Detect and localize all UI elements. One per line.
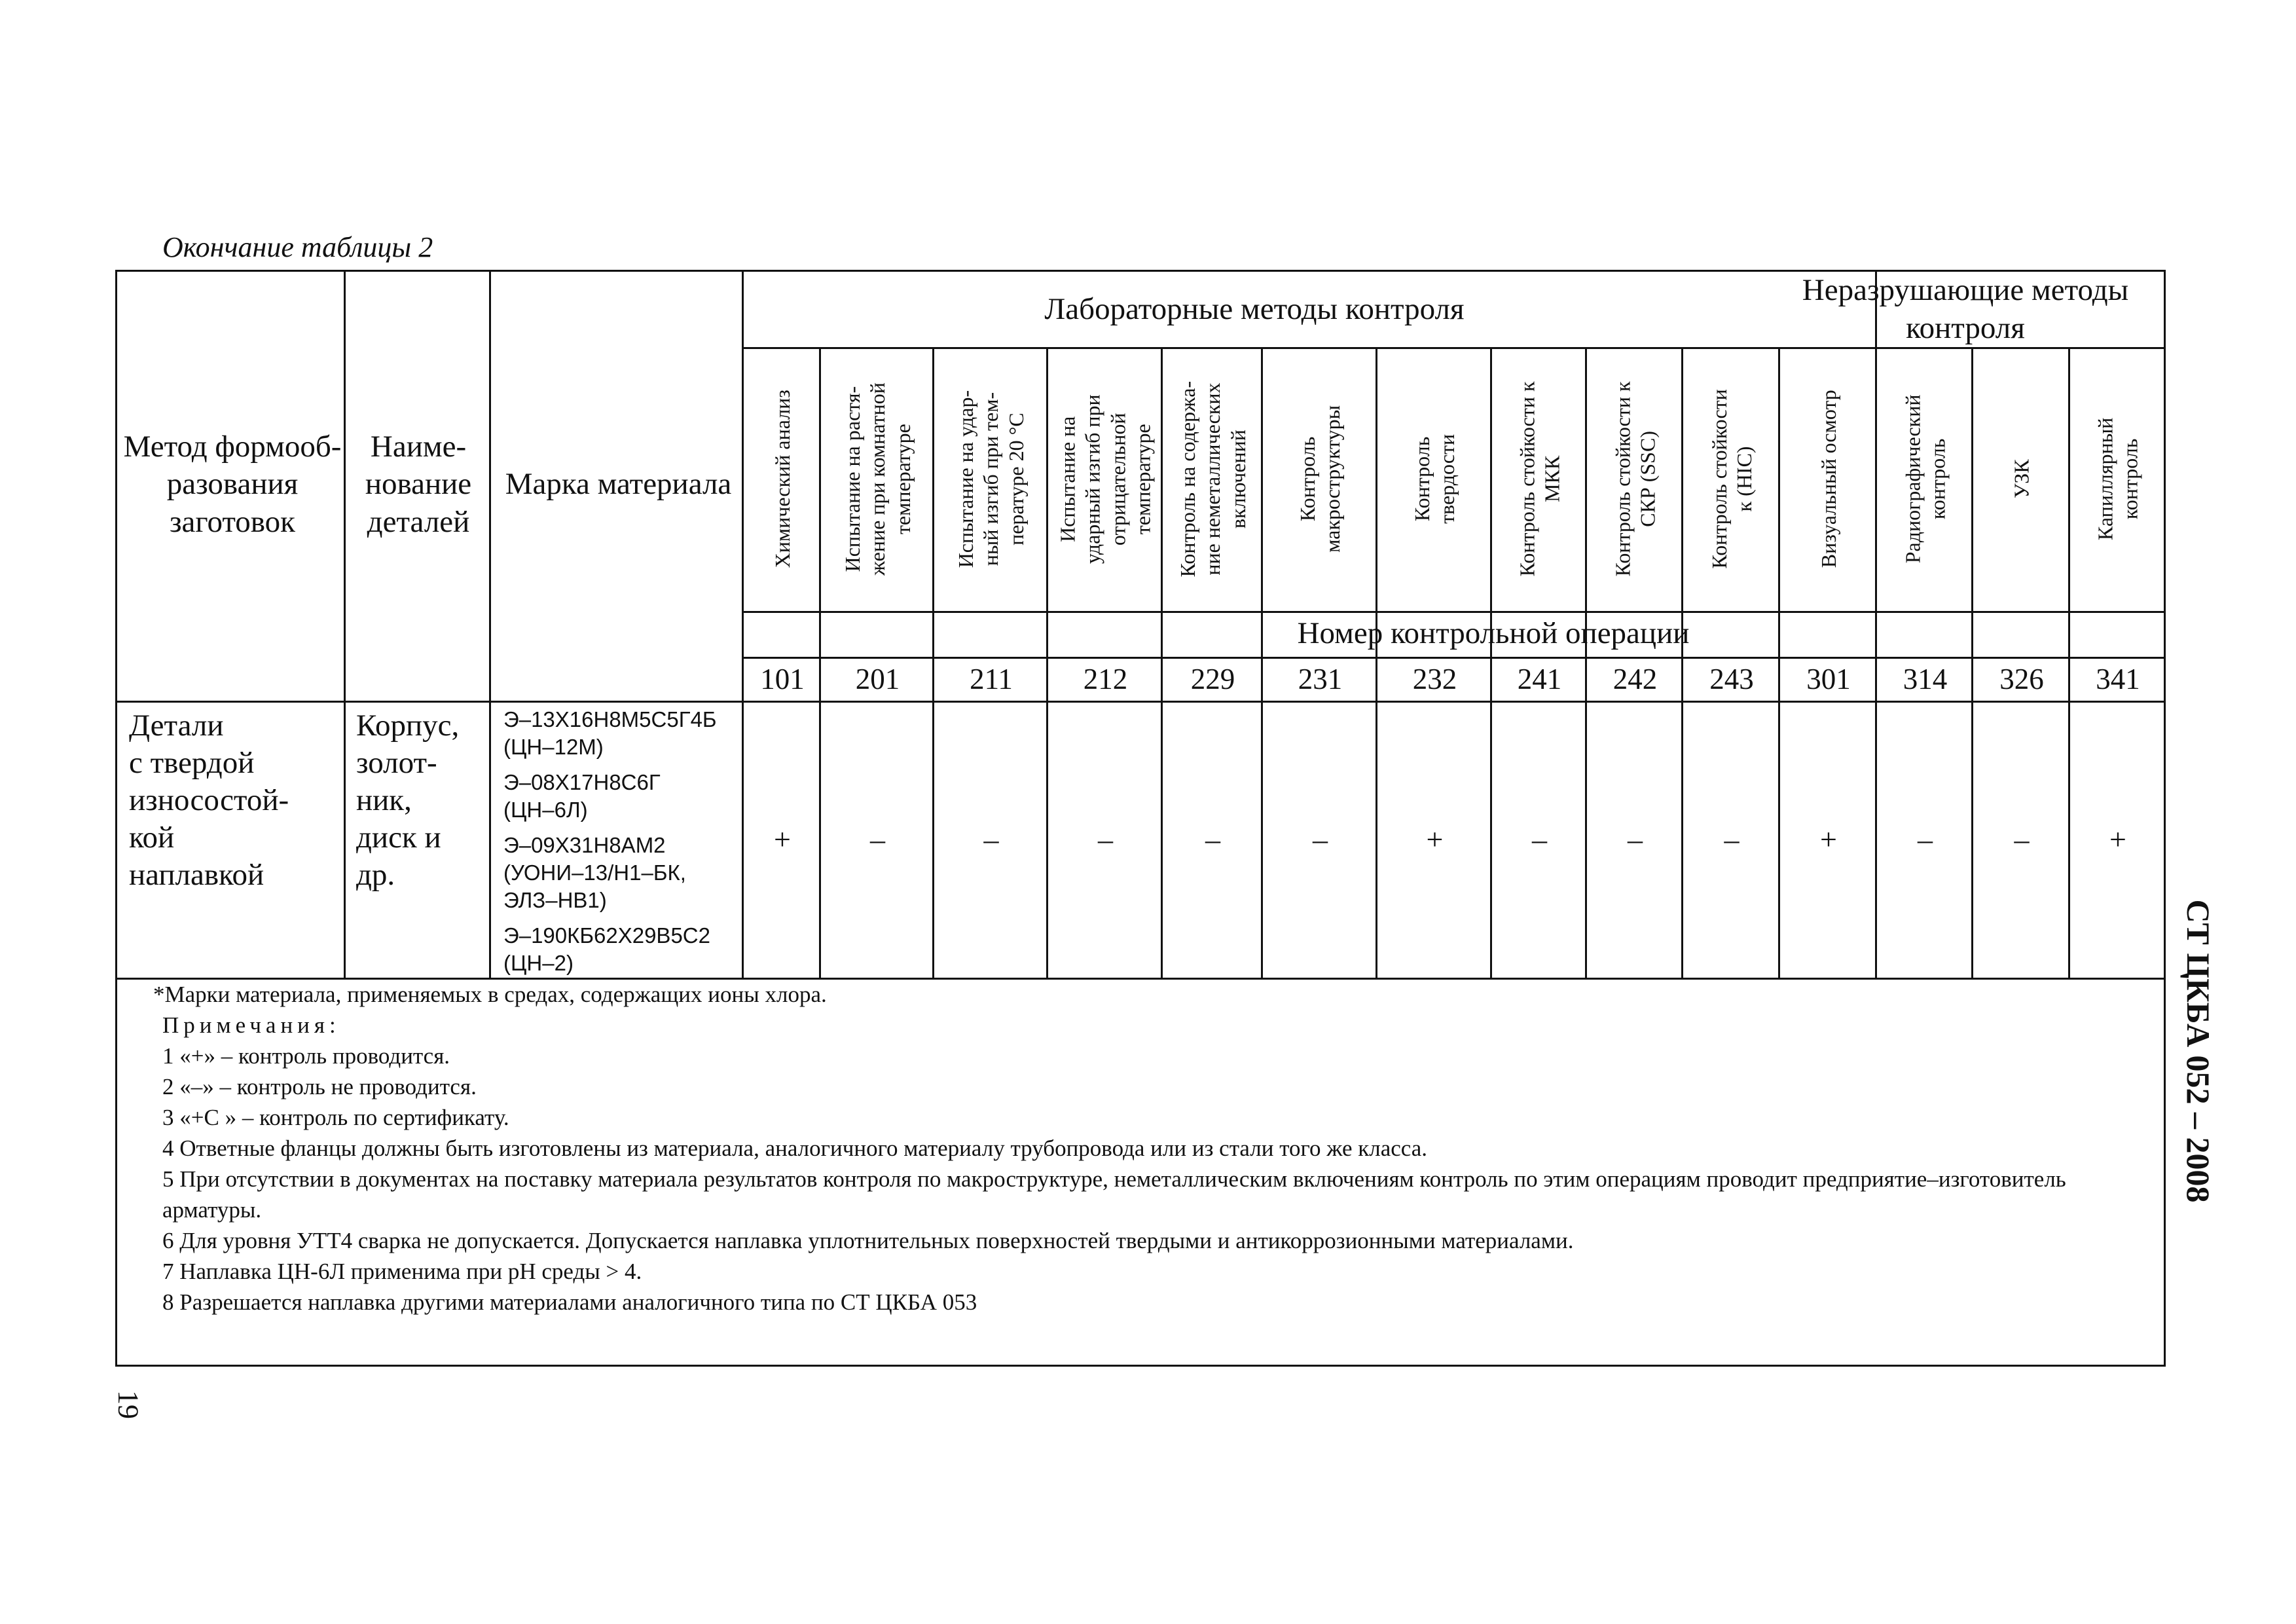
grid-hline [117,978,2166,980]
column-label [1163,347,1263,611]
column-label-text: Контроль стойкости к (HIC) [1707,389,1756,569]
grid-vline [1490,347,1492,978]
operation-number: 241 [1517,662,1562,695]
operation-number: 212 [1083,662,1128,695]
grid-vline [819,347,821,978]
control-mark: – [1918,822,1933,856]
control-mark: – [1532,822,1547,856]
grid-vline [742,272,744,978]
note-item: 6 Для уровня УТТ4 сварка не допускается. Допускается наплавка уплотнительных поверхностей твердыми и антикоррозионными материалами. [162,1228,1574,1253]
control-mark: – [870,822,885,856]
grid-vline [932,347,934,978]
control-mark: – [1098,822,1113,856]
grid-vline [1971,347,1973,978]
header-material: Марка материала [505,467,732,502]
control-mark: – [983,822,999,856]
document-page: Окончание таблицы 2 Метод формооб-разования заготовок Наиме-нование деталей Марка материала Лабораторные методы контроля Неразрушающие методы контроля Номер контрольной операции Химический анализ 101 + Испытание на растя- жение при комнатной температуре 201 – Испытание на удар- ный изгиб при тем- пературе 20 °С 211 – Испытание на ударный изгиб при отрицательной температуре 212 – Контроль на содержа- ние неметаллических включений 229 – Контроль макроструктуры 231 – Контроль твердости 232 + Контроль стойкости к МКК 241 – Контроль стойкости к СКР (SSC) 242 – Контроль стойкости к (HIC) 243 – Визуальный осмотр 301 + Радиографический контроль 314 – УЗК 326 – Капиллярный контроль 341 + Детали с твердой износостой- кой наплавкой Корпус, золот- ник, диск и др. Э–13Х16Н8М5С5Г4Б (ЦН–12М) Э–08Х17Н8С6Г (ЦН–6Л) Э–09Х31Н8АМ2 (УОНИ–13/Н1–БК, ЭЛЗ–НВ1) Э–190КБ62Х29В5С2 (ЦН–2) *Марки материала, применяемых в средах, содержащих ионы хлора. Примечания: 1 «+» – контроль проводится. 2 «–» – контроль не проводится. 3 «+С » – контроль по сертификату. 4 Ответные фланцы должны быть изготовлены из материала, аналогичного материалу трубопровода или из стали того же класса. 5 При отсутствии в документах на поставку материала результатов контроля по макроструктуре, неметаллическим включениям контроль по этим операциям проводит предприятие–изготовитель арматуры. 6 Для уровня УТТ4 сварка не допускается. Допускается наплавка уплотнительных поверхностей твердыми и антикоррозионными материалами. 7 Наплавка ЦН-6Л применима при рН среды > 4. 8 Разрешается наплавка другими материалами аналогичного типа по СТ ЦКБА 053 СТ ЦКБА 052 – 2008 19 [0,0,2296,1624]
column-label [1877,347,1973,611]
grid-vline [1778,347,1780,978]
operation-number: 229 [1190,662,1235,695]
operation-number: 211 [970,662,1013,695]
notes-heading: Примечания: [162,1012,340,1038]
operation-number: 242 [1613,662,1658,695]
column-label [934,347,1048,611]
note-item: 1 «+» – контроль проводится. [162,1043,450,1069]
operation-number: 326 [1999,662,2044,695]
grid-vline [1376,347,1377,978]
control-mark: + [1426,822,1444,856]
column-label-text: Испытание на ударный изгиб при отрицательной температуре [1055,394,1155,564]
column-label-text: Контроль на содержа- ние неметаллических включений [1175,380,1250,578]
grid-hline [742,611,2166,613]
column-label [821,347,934,611]
material-grade: Э–09Х31Н8АМ2 (УОНИ–13/Н1–БК, ЭЛЗ–НВ1) [503,833,686,912]
material-grade: Э–190КБ62Х29В5С2 (ЦН–2) [503,923,710,975]
grid-vline [1046,347,1048,978]
control-mark: + [774,822,791,856]
column-label [1683,347,1780,611]
note-item: 5 При отсутствии в документах на поставку материала результатов контроля по макроструктуре, неметаллическим включениям контроль по этим операциям проводит предприятие–изготовитель арматуры. [162,1166,2066,1223]
column-label [1973,347,2070,611]
note-item: 2 «–» – контроль не проводится. [162,1074,477,1099]
table-caption: Окончание таблицы 2 [162,231,433,263]
control-mark: – [1313,822,1328,856]
grid-hline [117,701,2166,703]
header-ndt-methods: Неразрушающие методы контроля [1802,273,2129,345]
notes-block [153,979,2143,1318]
column-label-text: Контроль стойкости к МКК [1515,381,1564,577]
operation-number: 301 [1806,662,1851,695]
row-part-cell: Корпус, золот- ник, диск и др. [356,709,460,892]
column-label-text: Контроль стойкости к СКР (SSC) [1611,381,1660,577]
column-label [1492,347,1587,611]
note-item: 7 Наплавка ЦН-6Л применима при рН среды > 4. [162,1259,642,1284]
note-item: 4 Ответные фланцы должны быть изготовлены из материала, аналогичного материалу трубопровода или из стали того же класса. [162,1135,1428,1161]
grid-vline [1585,347,1587,978]
column-label [1587,347,1683,611]
grid-hline [742,347,2166,349]
operation-number: 243 [1709,662,1754,695]
grid-vline [2068,347,2070,978]
operation-number: 101 [760,662,805,695]
column-label [1048,347,1163,611]
note-item: 8 Разрешается наплавка другими материалами аналогичного типа по СТ ЦКБА 053 [162,1289,977,1315]
operation-number: 231 [1298,662,1343,695]
column-label-text: Испытание на удар- ный изгиб при тем- пературе 20 °С [954,390,1029,568]
grid-vline [1261,347,1263,978]
control-mark: – [2014,822,2030,856]
notes-list [153,1041,2143,1318]
row-method-cell: Детали с твердой износостой- кой наплавкой [129,709,289,892]
column-label-text: Контроль твердости [1410,434,1459,525]
column-label-text: Визуальный осмотр [1816,390,1840,568]
grid-vline [489,272,491,978]
header-operation-number: Номер контрольной операции [1297,616,1690,651]
column-label-text: Контроль макроструктуры [1296,405,1345,553]
operation-number: 314 [1903,662,1948,695]
column-label-text: Капиллярный контроль [2093,417,2143,541]
operation-number: 341 [2096,662,2140,695]
column-label [1263,347,1377,611]
column-label [1780,347,1877,611]
column-label-text: Радиографический контроль [1901,394,1950,564]
control-mark: – [1628,822,1643,856]
header-part-name: Наиме-нование деталей [365,430,472,539]
header-lab-methods: Лабораторные методы контроля [1044,291,1465,326]
footnote: *Марки материала, применяемых в средах, содержащих ионы хлора. [153,982,827,1007]
grid-vline [1161,347,1163,978]
material-grade: Э–08Х17Н8С6Г (ЦН–6Л) [503,770,661,822]
control-mark: – [1205,822,1220,856]
control-mark: + [2109,822,2126,856]
row-material-cell [503,706,746,985]
operation-number: 201 [855,662,900,695]
control-mark: – [1724,822,1740,856]
column-label [2070,347,2166,611]
column-label-text: УЗК [2009,459,2033,499]
grid-hline [742,657,2166,659]
column-label-text: Испытание на растя- жение при комнатной температуре [840,382,915,576]
control-mark: + [1820,822,1837,856]
column-label-text: Химический анализ [770,390,794,568]
grid-vline [1681,347,1683,978]
grid-vline [1875,272,1877,978]
grid-vline [344,272,346,978]
control-methods-table [115,270,2166,1367]
material-grade: Э–13Х16Н8М5С5Г4Б (ЦН–12М) [503,707,717,759]
note-item: 3 «+С » – контроль по сертификату. [162,1105,509,1130]
header-method: Метод формооб-разования заготовок [123,430,342,539]
column-label [744,347,821,611]
column-label [1377,347,1492,611]
operation-number: 232 [1412,662,1457,695]
